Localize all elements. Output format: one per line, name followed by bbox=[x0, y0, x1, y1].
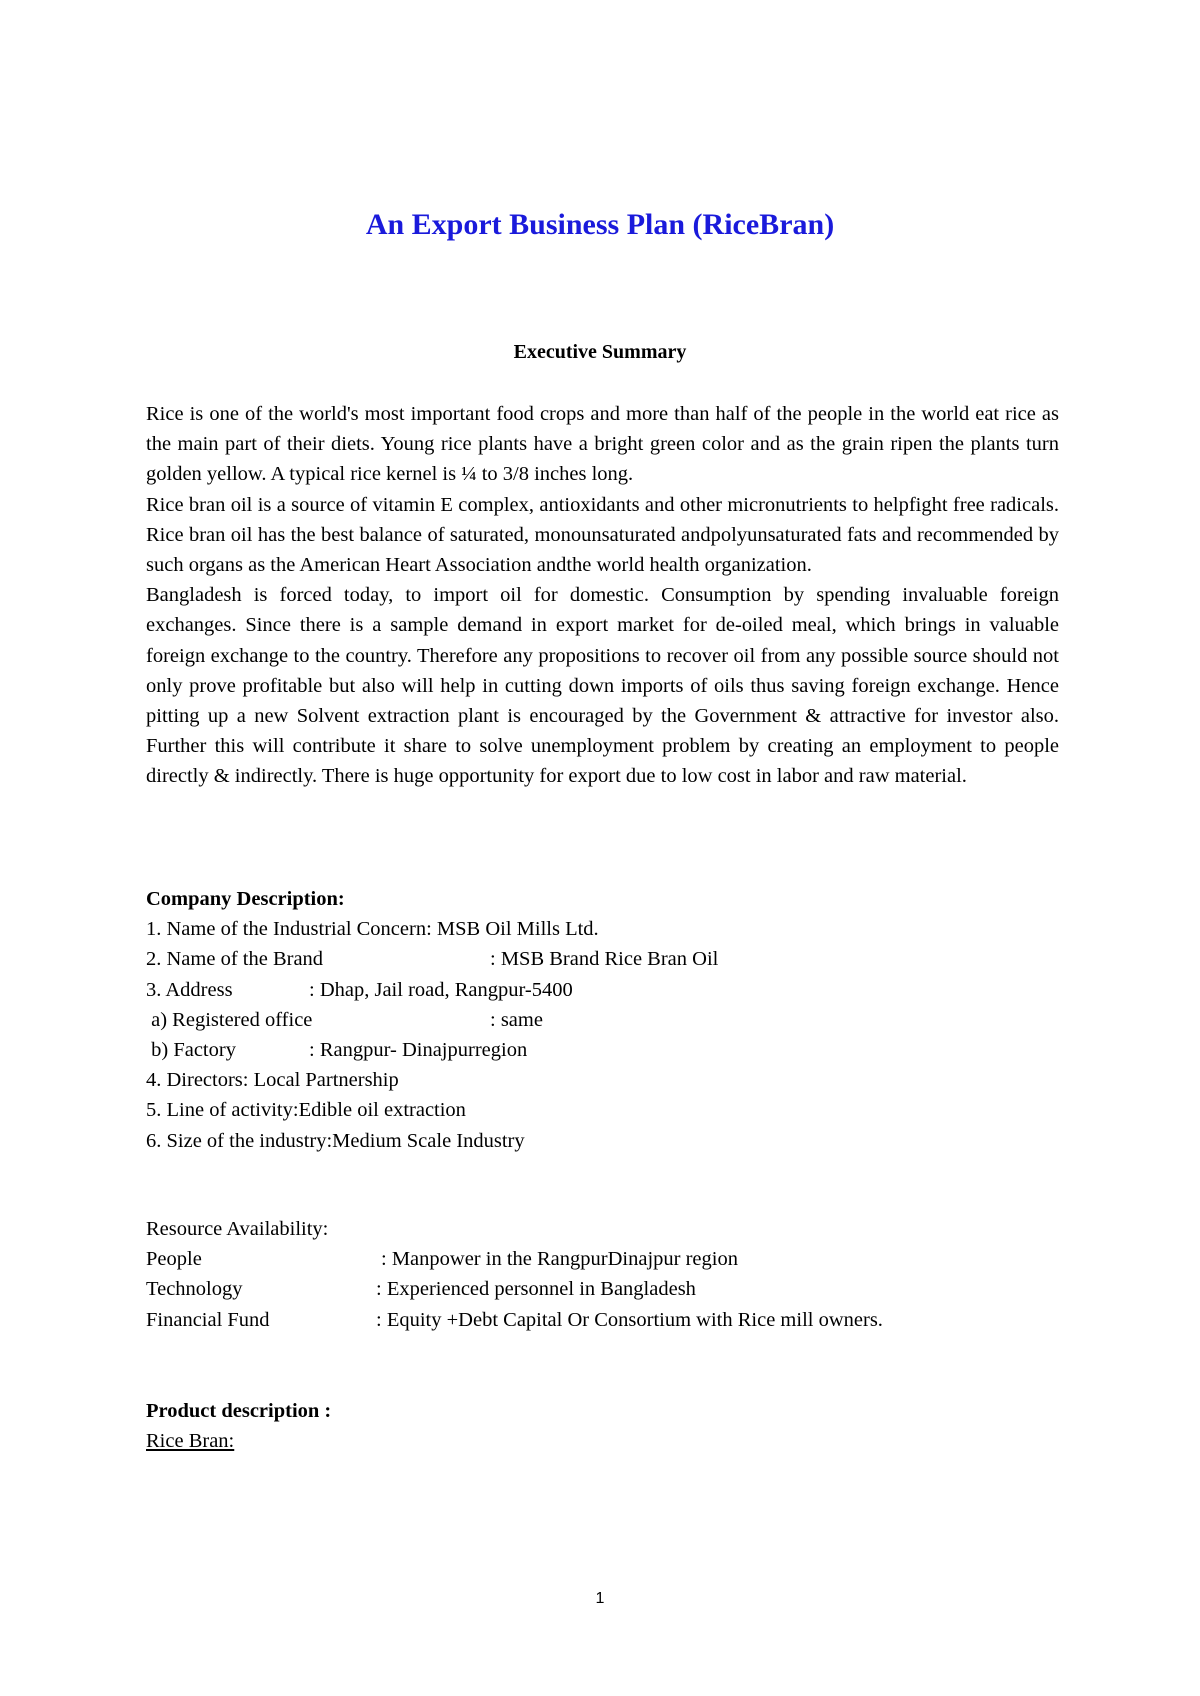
rice-bran-subheading: Rice Bran: bbox=[146, 1430, 235, 1453]
resource-availability-section bbox=[146, 1214, 1059, 1335]
company-item-label: a) Registered office bbox=[146, 1008, 313, 1031]
resource-item-row bbox=[146, 1305, 1059, 1335]
company-item-label: 6. Size of the industry:Medium Scale Industry bbox=[146, 1129, 525, 1152]
company-item-row bbox=[146, 1005, 1059, 1035]
product-description-heading: Product description : bbox=[146, 1400, 332, 1422]
executive-summary-body bbox=[146, 399, 1059, 792]
page-number: 1 bbox=[595, 1590, 605, 1607]
company-item-row bbox=[146, 1035, 1059, 1065]
company-item-row bbox=[146, 1126, 1059, 1156]
company-description-section bbox=[146, 884, 1059, 1156]
executive-summary-heading: Executive Summary bbox=[513, 341, 687, 363]
resource-item-label: Financial Fund bbox=[146, 1308, 270, 1331]
company-item-row bbox=[146, 914, 1059, 944]
company-item-label: 1. Name of the Industrial Concern: MSB Oil Mills Ltd. bbox=[146, 918, 599, 941]
company-item-row bbox=[146, 1095, 1059, 1125]
company-item-value: : same bbox=[490, 1008, 543, 1031]
company-item-value: : MSB Brand Rice Bran Oil bbox=[490, 948, 719, 971]
summary-paragraph: Bangladesh is forced today, to import oil for domestic. Consumption by spending invaluable foreign exchanges. Since there is a sample demand in export market for de-oiled meal, which brings in valuable foreign exchange to the country. Therefore any propositions to recover oil from any possible source should not only prove profitable but also will help in cutting down imports of oils thus saving foreign exchange. Hence pitting up a new Solvent extraction plant is encouraged by the Government & attractive for investor also. Further this will contribute it share to solve unemployment problem by creating an employment to people directly & indirectly. There is huge opportunity for export due to low cost in labor and raw material. bbox=[146, 584, 1059, 788]
company-item-label: 5. Line of activity:Edible oil extraction bbox=[146, 1099, 466, 1122]
resource-item-value: : Experienced personnel in Bangladesh bbox=[376, 1278, 696, 1301]
summary-paragraph: Rice is one of the world's most important food crops and more than half of the people in the world eat rice as the main part of their diets. Young rice plants have a bright green color and as the grain ripen the plants turn golden yellow. A typical rice kernel is ¼ to 3/8 inches long. bbox=[146, 403, 1059, 486]
resource-item-value: : Manpower in the RangpurDinajpur region bbox=[381, 1248, 738, 1271]
company-item-row bbox=[146, 1065, 1059, 1095]
company-item-label: 3. Address bbox=[146, 978, 233, 1001]
resource-item-value: : Equity +Debt Capital Or Consortium with Rice mill owners. bbox=[376, 1308, 883, 1331]
resource-item-row bbox=[146, 1274, 1059, 1304]
company-description-heading: Company Description: bbox=[146, 888, 345, 910]
resource-item-label: People bbox=[146, 1248, 202, 1271]
company-item-label: 4. Directors: Local Partnership bbox=[146, 1069, 399, 1092]
company-item-value: : Rangpur- Dinajpurregion bbox=[309, 1038, 528, 1061]
resource-item-label: Technology bbox=[146, 1278, 243, 1301]
product-description-section bbox=[146, 1396, 1059, 1456]
summary-paragraph: Rice bran oil is a source of vitamin E complex, antioxidants and other micronutrients to helpfight free radicals. Rice bran oil has the best balance of saturated, monounsaturated andpolyunsaturated fats and recommended by such organs as the American Heart Association andthe world health organization. bbox=[146, 493, 1059, 577]
company-item-value: : Dhap, Jail road, Rangpur-5400 bbox=[309, 978, 573, 1001]
resource-availability-heading: Resource Availability: bbox=[146, 1218, 329, 1240]
document-title: An Export Business Plan (RiceBran) bbox=[365, 208, 835, 241]
resource-item-row bbox=[146, 1244, 1059, 1274]
company-item-row bbox=[146, 975, 1059, 1005]
company-item-label: 2. Name of the Brand bbox=[146, 948, 324, 971]
company-item-row bbox=[146, 944, 1059, 974]
company-item-label: b) Factory bbox=[146, 1038, 236, 1061]
